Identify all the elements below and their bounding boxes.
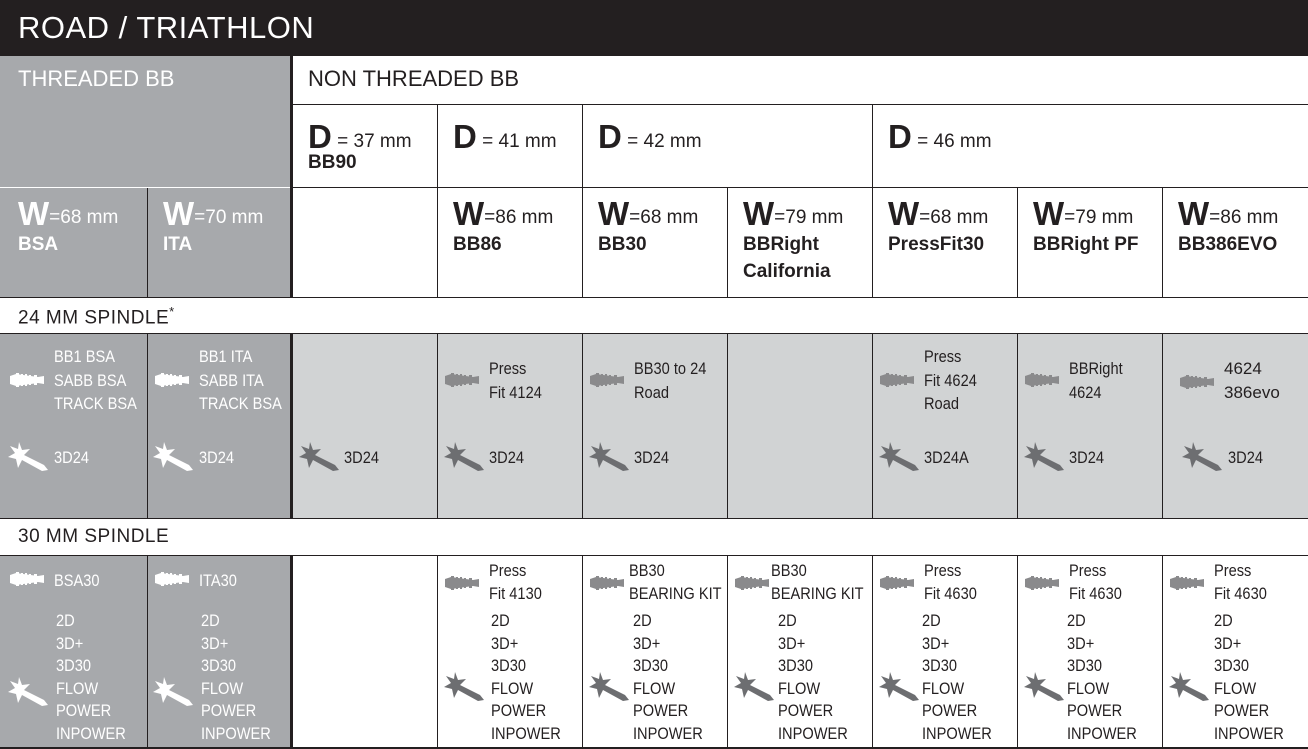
width-bb386evo	[1178, 195, 1279, 258]
divider	[582, 188, 583, 298]
divider	[437, 334, 438, 518]
divider	[1162, 556, 1163, 749]
diameter-value: = 37 mm	[337, 131, 412, 152]
width-letter: W	[18, 195, 50, 232]
bottom-bracket-icon	[8, 568, 46, 590]
width-value: =70 mm	[194, 207, 264, 228]
width-letter: W	[598, 195, 630, 232]
crank-bb86-24: 3D24	[489, 448, 524, 467]
cranks-ita-30: 2D 3D+ 3D30 FLOW POWER INPOWER	[201, 611, 271, 743]
crankset-icon	[1167, 670, 1211, 704]
width-value: =68 mm	[629, 207, 699, 228]
divider	[290, 556, 293, 749]
bb-standard-name: BB386EVO	[1178, 234, 1278, 255]
diameter-letter: D	[453, 118, 477, 155]
bearing-bbright-pf-30: Press Fit 4630	[1069, 561, 1122, 603]
divider	[1017, 556, 1018, 749]
diameter-46	[888, 118, 992, 156]
bearing-bb386evo-30: Press Fit 4630	[1214, 561, 1267, 603]
divider	[582, 105, 583, 187]
bearing-bb86-24: Press Fit 4124	[489, 359, 542, 402]
cranks-bb386evo-30: 2D 3D+ 3D30 FLOW POWER INPOWER	[1214, 611, 1284, 743]
bottom-bracket-icon	[1178, 371, 1216, 393]
divider	[1162, 188, 1163, 298]
row24-nonthreaded-bg	[293, 334, 1308, 518]
width-bbright-pf	[1033, 195, 1139, 258]
crankset-icon	[6, 675, 50, 709]
footnote-marker: *	[169, 304, 175, 319]
bearing-bb386evo-24: 4624 386evo	[1224, 359, 1280, 402]
cranks-bbright-pf-30: 2D 3D+ 3D30 FLOW POWER INPOWER	[1067, 611, 1137, 743]
bottom-bracket-icon	[1168, 572, 1206, 594]
crankset-icon	[442, 670, 486, 704]
divider	[293, 104, 1308, 105]
width-pressfit30	[888, 195, 989, 258]
spindle-24-label	[18, 304, 175, 329]
crankset-icon	[1180, 440, 1224, 474]
bearing-bsa-30: BSA30	[54, 571, 100, 590]
width-value: =68 mm	[919, 207, 989, 228]
divider	[727, 556, 728, 749]
crankset-icon	[1022, 670, 1066, 704]
width-ita	[163, 195, 264, 258]
crankset-icon	[732, 670, 776, 704]
divider	[1017, 334, 1018, 518]
bottom-bracket-icon	[8, 369, 46, 391]
width-value: =79 mm	[774, 207, 844, 228]
divider	[872, 556, 873, 749]
crank-bsa-24: 3D24	[54, 448, 89, 467]
width-value: =79 mm	[1064, 207, 1134, 228]
diameter-value: = 41 mm	[482, 131, 557, 152]
width-bb30	[598, 195, 699, 258]
crankset-icon	[151, 675, 195, 709]
crankset-icon	[442, 440, 486, 474]
width-value: =86 mm	[1209, 207, 1279, 228]
bearing-bb30-30: BB30 BEARING KIT	[629, 561, 722, 603]
bearing-bbright-california-30: BB30 BEARING KIT	[771, 561, 864, 603]
divider	[437, 556, 438, 749]
width-value: =86 mm	[484, 207, 554, 228]
diameter-letter: D	[598, 118, 622, 155]
crankset-icon	[877, 670, 921, 704]
width-letter: W	[1033, 195, 1065, 232]
divider	[582, 334, 583, 518]
spindle-24-text: 24 MM SPINDLE	[18, 307, 170, 329]
diameter-letter: D	[888, 118, 912, 155]
divider	[872, 334, 873, 518]
crank-pressfit30-24: 3D24A	[924, 448, 969, 467]
divider	[872, 188, 873, 298]
bottom-bracket-icon	[443, 572, 481, 594]
bearing-bsa-24: BB1 BSA SABB BSA TRACK BSA	[54, 347, 137, 413]
bearing-pressfit30-30: Press Fit 4630	[924, 561, 977, 603]
bb-standard-name: BB90	[308, 152, 357, 173]
divider	[437, 105, 438, 187]
bb-standard-name: BB86	[453, 234, 502, 255]
bearing-ita-24: BB1 ITA SABB ITA TRACK BSA	[199, 347, 282, 413]
bearing-bbright-pf-24: BBRight 4624	[1069, 359, 1123, 402]
width-bsa	[18, 195, 119, 258]
spindle-30-label: 30 MM SPINDLE	[18, 526, 170, 547]
diameter-value: = 42 mm	[627, 131, 702, 152]
page-title: ROAD / TRIATHLON	[0, 0, 1308, 56]
width-letter: W	[888, 195, 920, 232]
bottom-bracket-icon	[443, 369, 481, 391]
crank-bb90-24: 3D24	[344, 448, 379, 467]
divider	[727, 188, 728, 298]
divider	[293, 187, 1308, 188]
bb-standard-name: BB30	[598, 234, 647, 255]
bb-standard-name: BBRight California	[743, 234, 831, 282]
crank-bb30-24: 3D24	[634, 448, 669, 467]
bottom-bracket-icon	[588, 369, 626, 391]
divider	[872, 105, 873, 187]
non-threaded-bb-header: NON THREADED BB	[293, 56, 1308, 105]
threaded-blank-cell	[0, 105, 290, 187]
threaded-bb-header: THREADED BB	[0, 56, 290, 105]
crank-ita-24: 3D24	[199, 448, 234, 467]
divider	[437, 188, 438, 298]
width-value: =68 mm	[49, 207, 119, 228]
diameter-letter: D	[308, 118, 332, 155]
crankset-icon	[6, 440, 50, 474]
divider	[0, 297, 1308, 298]
bottom-bracket-icon	[878, 369, 916, 391]
bearing-ita-30: ITA30	[199, 571, 237, 590]
width-letter: W	[743, 195, 775, 232]
crankset-icon	[587, 440, 631, 474]
bottom-bracket-icon	[733, 572, 771, 594]
divider	[727, 334, 728, 518]
bottom-bracket-icon	[153, 568, 191, 590]
bearing-pressfit30-24: Press Fit 4624 Road	[924, 347, 977, 413]
divider	[582, 556, 583, 749]
cranks-bsa-30: 2D 3D+ 3D30 FLOW POWER INPOWER	[56, 611, 126, 743]
divider	[1017, 188, 1018, 298]
divider	[1162, 334, 1163, 518]
divider	[0, 518, 1308, 519]
bb-standard-name: BBRight PF	[1033, 234, 1139, 255]
diameter-value: = 46 mm	[917, 131, 992, 152]
bottom-bracket-icon	[878, 572, 916, 594]
bb-standard-name: ITA	[163, 234, 193, 255]
crankset-icon	[151, 440, 195, 474]
crankset-icon	[297, 440, 341, 474]
bottom-bracket-icon	[588, 572, 626, 594]
cranks-bb30-30: 2D 3D+ 3D30 FLOW POWER INPOWER	[633, 611, 703, 743]
cranks-pressfit30-30: 2D 3D+ 3D30 FLOW POWER INPOWER	[922, 611, 992, 743]
crankset-icon	[877, 440, 921, 474]
diameter-42	[598, 118, 702, 156]
crankset-icon	[1022, 440, 1066, 474]
diameter-41	[453, 118, 557, 156]
width-letter: W	[453, 195, 485, 232]
bearing-bb30-24: BB30 to 24 Road	[634, 359, 707, 402]
crank-bbright-pf-24: 3D24	[1069, 448, 1104, 467]
width-letter: W	[163, 195, 195, 232]
diameter-37	[308, 118, 412, 174]
bearing-bb86-30: Press Fit 4130	[489, 561, 542, 603]
width-bb86	[453, 195, 554, 258]
cranks-bbright-california-30: 2D 3D+ 3D30 FLOW POWER INPOWER	[778, 611, 848, 743]
bb-standard-name: PressFit30	[888, 234, 985, 255]
bb-standard-name: BSA	[18, 234, 59, 255]
crank-bb386evo-24: 3D24	[1228, 448, 1263, 467]
crankset-icon	[587, 670, 631, 704]
bottom-bracket-icon	[153, 369, 191, 391]
bottom-bracket-icon	[1023, 369, 1061, 391]
cranks-bb86-30: 2D 3D+ 3D30 FLOW POWER INPOWER	[491, 611, 561, 743]
width-bbright-california	[743, 195, 868, 285]
width-letter: W	[1178, 195, 1210, 232]
bottom-bracket-icon	[1023, 572, 1061, 594]
